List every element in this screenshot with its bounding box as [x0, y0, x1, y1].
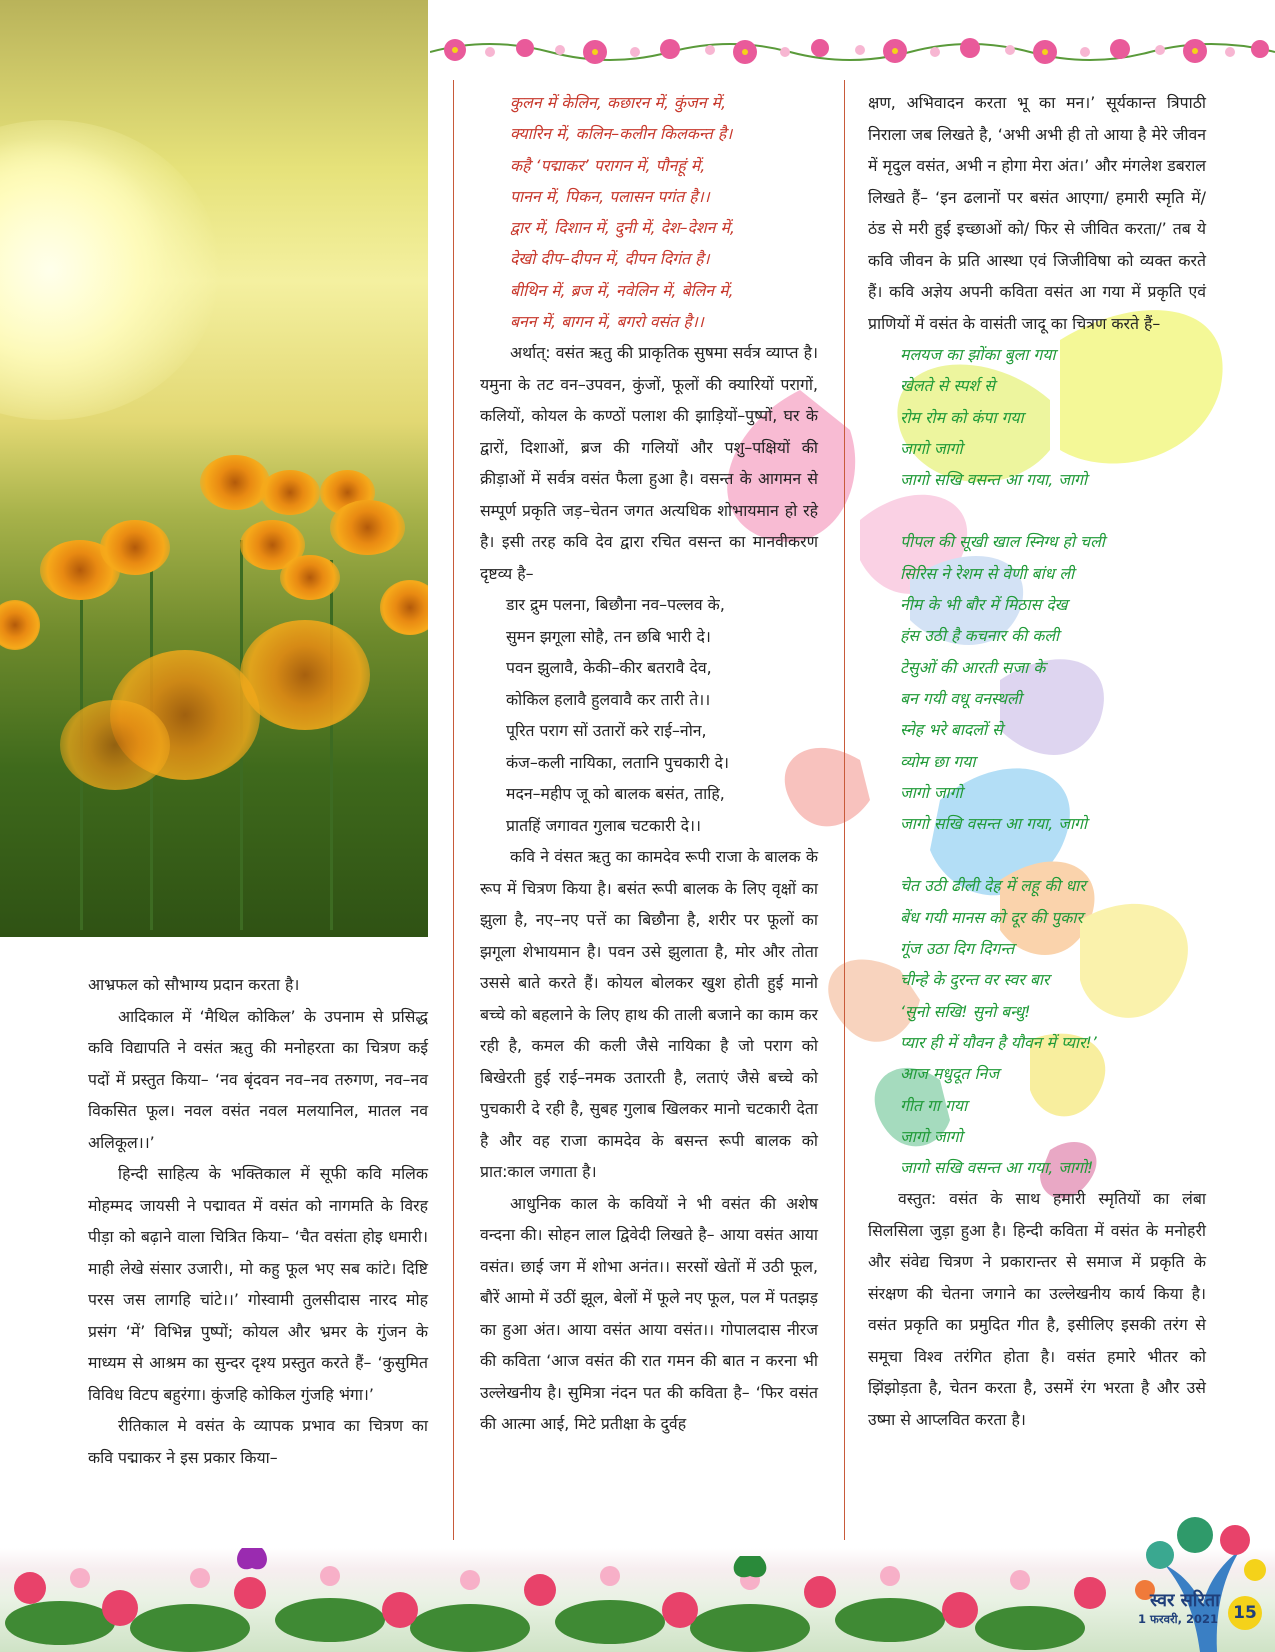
poem-line: मलयज का झोंका बुला गया — [900, 345, 1056, 364]
middle-paragraph-3: आधुनिक काल के कवियों ने भी वसंत की अशेष वन्दना की। सोहन लाल द्विवेदी लिखते है– आया वसंत आया वसंत। छाई जग में शोभा अनंत।। सरसों खेतों में उठी फूल, बौरें आमो में उठीं झूल, बेलों में फूले नए फूल, पल में पतझड़ का हुआ अंत। आया वसंत आया वसंत।। गोपालदास नीरज की कविता ‘आज वसंत की रात गमन की बात न करना भी उल्लेखनीय है। सुमित्रा नंदन पत की कविता है– ‘फिर वसंत की आत्मा आई, मिटे प्रतीक्षा के दुर्वह — [480, 1193, 818, 1434]
poem-line: आज मधुदूत निज — [900, 1064, 1000, 1084]
poem-line: पीपल की सूखी खाल स्निग्ध हो चली — [900, 532, 1105, 552]
verse-line: बनन में, बागन में, बगरो वसंत है।। — [510, 312, 704, 332]
middle-column — [480, 87, 818, 1440]
left-column — [88, 969, 428, 1473]
poem-line: जागो जागो — [900, 438, 963, 458]
verse-line: डार द्रुम पलना, बिछौना नव–पल्लव के, — [506, 595, 725, 615]
sun-glow — [0, 120, 220, 420]
verse-line: क्यारिन में, कलिन–कलीन किलकन्त है। — [510, 124, 733, 144]
poem-line: जागो सखि वसन्त आ गया, जागो! — [900, 1158, 1094, 1178]
left-paragraph-1: आभ्रफल को सौभाग्य प्रदान करता है। — [88, 975, 300, 994]
verse-line: कंज–कली नायिका, लतानि पुचकारी दे। — [506, 752, 729, 772]
poem-line: गूंज उठा दिग दिगन्त — [900, 939, 1015, 959]
poem-line: जागो सखि वसन्त आ गया, जागो — [900, 814, 1088, 834]
poem-line: रोम रोम को कंपा गया — [900, 407, 1024, 427]
verse-line: बीथिन में, ब्रज में, नवेलिन में, बेलिन में, — [510, 280, 734, 300]
column-rule-2 — [844, 80, 845, 1540]
left-paragraph-2: आदिकाल में ‘मैथिल कोकिल’ के उपनाम से प्रसिद्ध कवि विद्यापति ने वसंत ऋतु की मनोहरता का चित्रण कई पदों में प्रस्तुत किया– ‘नव बृंदवन नव–नव तरुगण, नव–नव विकसित फूल। नवल वसंत नवल मलयानिल, मातल नव अलिकूल।।’ — [88, 1006, 428, 1152]
poem-line: प्यार ही में यौवन है यौवन में प्यार!’ — [900, 1032, 1097, 1052]
right-paragraph-2: वस्तुत: वसंत के साथ हमारी स्मृतियों का लंबा सिलसिला जुड़ा हुआ है। हिन्दी कविता में वसंत के मनोहरी और संवेद्य चित्रण ने प्रकारान्तर से समाज में प्रकृति के संरक्षण की चेतना जगाने का उल्लेखनीय कार्य किया है। वसंत प्रकृति का प्रमुदित गीत है, इसीलिए इसकी तरंग से समूचा विश्व तरंगित होता है। वसंत हमारे भीतर को झिंझोड़ता है, चेतन करता है, उसमें रंग भरता है और उसे उष्मा से आप्लवित करता है। — [868, 1189, 1206, 1429]
verse-line: द्वार में, दिशान में, दुनी में, देश–देशन में, — [510, 218, 735, 238]
middle-paragraph-1: अर्थात्: वसंत ऋतु की प्राकृतिक सुषमा सर्वत्र व्याप्त है। यमुना के तट वन–उपवन, कुंजों, फूलों की क्यारियों परागों, कलियों, कोयल के कण्ठों पलाश की झाड़ियों–पुष्पों, घर के द्वारों, दिशाओं, ब्रज की गलियों और पशु–पक्षियों की क्रीड़ाओं में सर्वत्र वसंत फैला हुआ है। वसन्त के आगमन से सम्पूर्ण प्रकृति जड़–चेतन जगत अत्यधिक शोभायमान हो रहे है। इसी तरह कवि देव द्वारा रचित वसन्त का मानवीकरण दृष्टव्य है– — [480, 343, 818, 583]
verse-line: पवन झुलावै, केकी–कीर बतरावै देव, — [506, 658, 712, 678]
magazine-title: स्वर सरिता — [1150, 1590, 1220, 1611]
poem-line: ‘सुनो सखि! सुनो बन्धु! — [900, 1001, 1031, 1021]
poem-line: स्नेह भरे बादलों से — [900, 720, 1003, 740]
verse-line: देखो दीप–दीपन में, दीपन दिगंत है। — [510, 249, 710, 269]
poem-line: खेलते से स्पर्श से — [900, 376, 995, 396]
page-number: 15 — [1228, 1596, 1262, 1630]
magazine-logo-tree — [1125, 1495, 1275, 1652]
verse-line: कुलन में केलिन, कछारन में, कुंजन में, — [510, 93, 726, 112]
verse-line: मदन–महीप जू को बालक बसंत, ताहि, — [506, 784, 725, 804]
verse-line: प्रातहिं जगावत गुलाब चटकारी दे।। — [506, 815, 701, 835]
middle-paragraph-2: कवि ने वंसत ऋतु का कामदेव रूपी राजा के बालक के रूप में चित्रण किया है। बसंत रूपी बालक के लिए वृक्षों का झुला है, नए–नए पत्तें का बिछौना है, शरीर पर फूलों का झगूला शेभायमान है। पवन उसे झुलाता है, मोर और तोता उससे बाते करते हैं। कोयल बोलकर खुश होती हुई मानो बच्चे को बहलाने के लिए हाथ की ताली बजाने का काम कर रही है, कमल की कली जैसे नायिका है जो पराग को बिखेरती हुई राई–नमक उतारती है, लताएं जैसे बच्चे को पुचकारी दे रही है, सुबह गुलाब खिलकर मानो चटकारी देता है और वह राजा कामदेव के बसन्त रूपी बालक को प्रात:काल जगाता है। — [480, 847, 818, 1182]
poem-line: चीन्हे के दुरन्त वर स्वर बार — [900, 970, 1050, 990]
poem-line: हंस उठी है कचनार की कली — [900, 626, 1060, 646]
poem-line: गीत गा गया — [900, 1095, 968, 1115]
poem-line: जागो जागो — [900, 1126, 963, 1146]
left-paragraph-3: हिन्दी साहित्य के भक्तिकाल में सूफी कवि मलिक मोहम्मद जायसी ने पद्मावत में वसंत को नागमति के विरह पीड़ा को बढ़ाने वाला चित्रित किया– ‘चैत वसंता होइ धमारी। माही लेखे संसार उजारी।, मो कहु फूल भए सब कांटे। दिष्टि परस जस लागहि चांटे।।’ गोस्वामी तुलसीदास नारद मोह प्रसंग ‘में’ विभिन्न पुष्पों; कोयल और भ्रमर के गुंजन के माध्यम से आश्रम का सुन्दर दृश्य प्रस्तुत करते हैं– ‘कुसुमित विविध विटप बहुरंगा। कुंजहि कोकिल गुंजहि भंगा।’ — [88, 1164, 428, 1404]
left-paragraph-4: रीतिकाल मे वसंत के व्यापक प्रभाव का चित्रण का कवि पद्माकर ने इस प्रकार किया– — [88, 1416, 428, 1467]
dev-verse — [480, 589, 818, 841]
poem-line: टेसुओं की आरती सजा के — [900, 657, 1046, 677]
verse-line: कहै ‘पद्माकर’ परागन में, पौनहूं में, — [510, 155, 706, 175]
poem-line: सिरिस ने रेशम से वेणी बांध ली — [900, 563, 1075, 583]
poem-line: व्योम छा गया — [900, 751, 976, 771]
verse-line: पूरित पराग सों उतारों करे राई–नोन, — [506, 721, 707, 741]
verse-line: सुमन झगूला सोहै, तन छबि भारी दे। — [506, 626, 711, 646]
floral-border-top — [430, 30, 1275, 70]
verse-line: कोकिल हलावै हुलवावै कर तारी ते।। — [506, 689, 711, 709]
poem-line: जागो जागो — [900, 782, 963, 802]
poem-line: चेत उठी ढीली देह में लहू की धार — [900, 876, 1086, 896]
right-paragraph-1: क्षण, अभिवादन करता भू का मन।’ सूर्यकान्त त्रिपाठी निराला जब लिखते है, ‘अभी अभी ही तो आया है मेरे जीवन में मृदुल वसंत, अभी न होगा मेरा अंत।’ और मंगलेश डबराल लिखते हैं– ‘इन ढलानों पर बसंत आएगा/ हमारी स्मृति में/ ठंड से मरी हुई इच्छाओं को/ फिर से जीवित करता/’ तब ये कवि जीवन के प्रति आस्था एवं जिजीविषा को व्यक्त करते हैं। कवि अज्ञेय अपनी कविता वसंत आ गया में प्रकृति एवं प्राणियों में वसंत के वासंती जादू का चित्रण करते हैं– — [868, 93, 1206, 333]
column-rule-1 — [453, 80, 454, 1540]
agyeya-poem — [868, 339, 1206, 1183]
floral-border-bottom — [0, 1548, 1275, 1652]
poem-line: बन गयी वधू वनस्थली — [900, 688, 1022, 708]
poem-line: बेंध गयी मानस को दूर की पुकार — [900, 907, 1083, 927]
poem-line: नीम के भी बौर में मिठास देख — [900, 595, 1068, 615]
issue-date: 1 फरवरी, 2021 — [1138, 1612, 1219, 1626]
spring-flower-photo — [0, 0, 428, 937]
right-column — [868, 87, 1206, 1435]
verse-line: पानन में, पिकन, पलासन पगंत है।। — [510, 186, 710, 206]
poem-line: जागो सखि वसन्त आ गया, जागो — [900, 470, 1088, 490]
padmakar-verse — [480, 87, 818, 337]
